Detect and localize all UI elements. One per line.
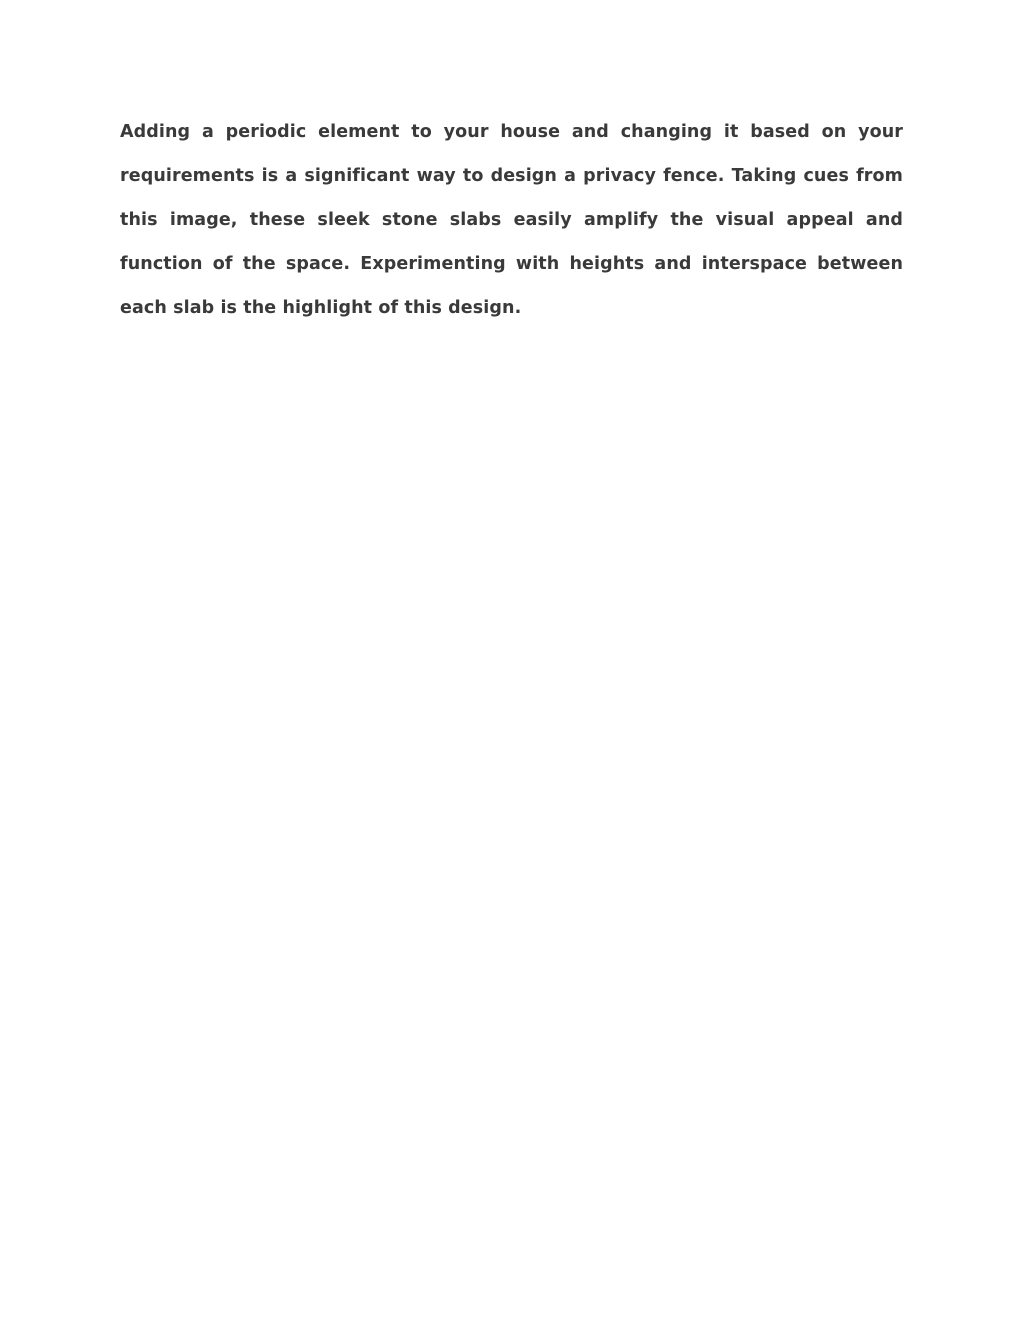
body-paragraph: Adding a periodic element to your house and changing it based on your requirements is a significant way to design a privacy fence. Taking cues from this image, these sleek stone slabs easily amplify the visual appeal and function of the space. Experimenting with heights and interspace between each slab is the highlight of this design. bbox=[120, 122, 903, 318]
